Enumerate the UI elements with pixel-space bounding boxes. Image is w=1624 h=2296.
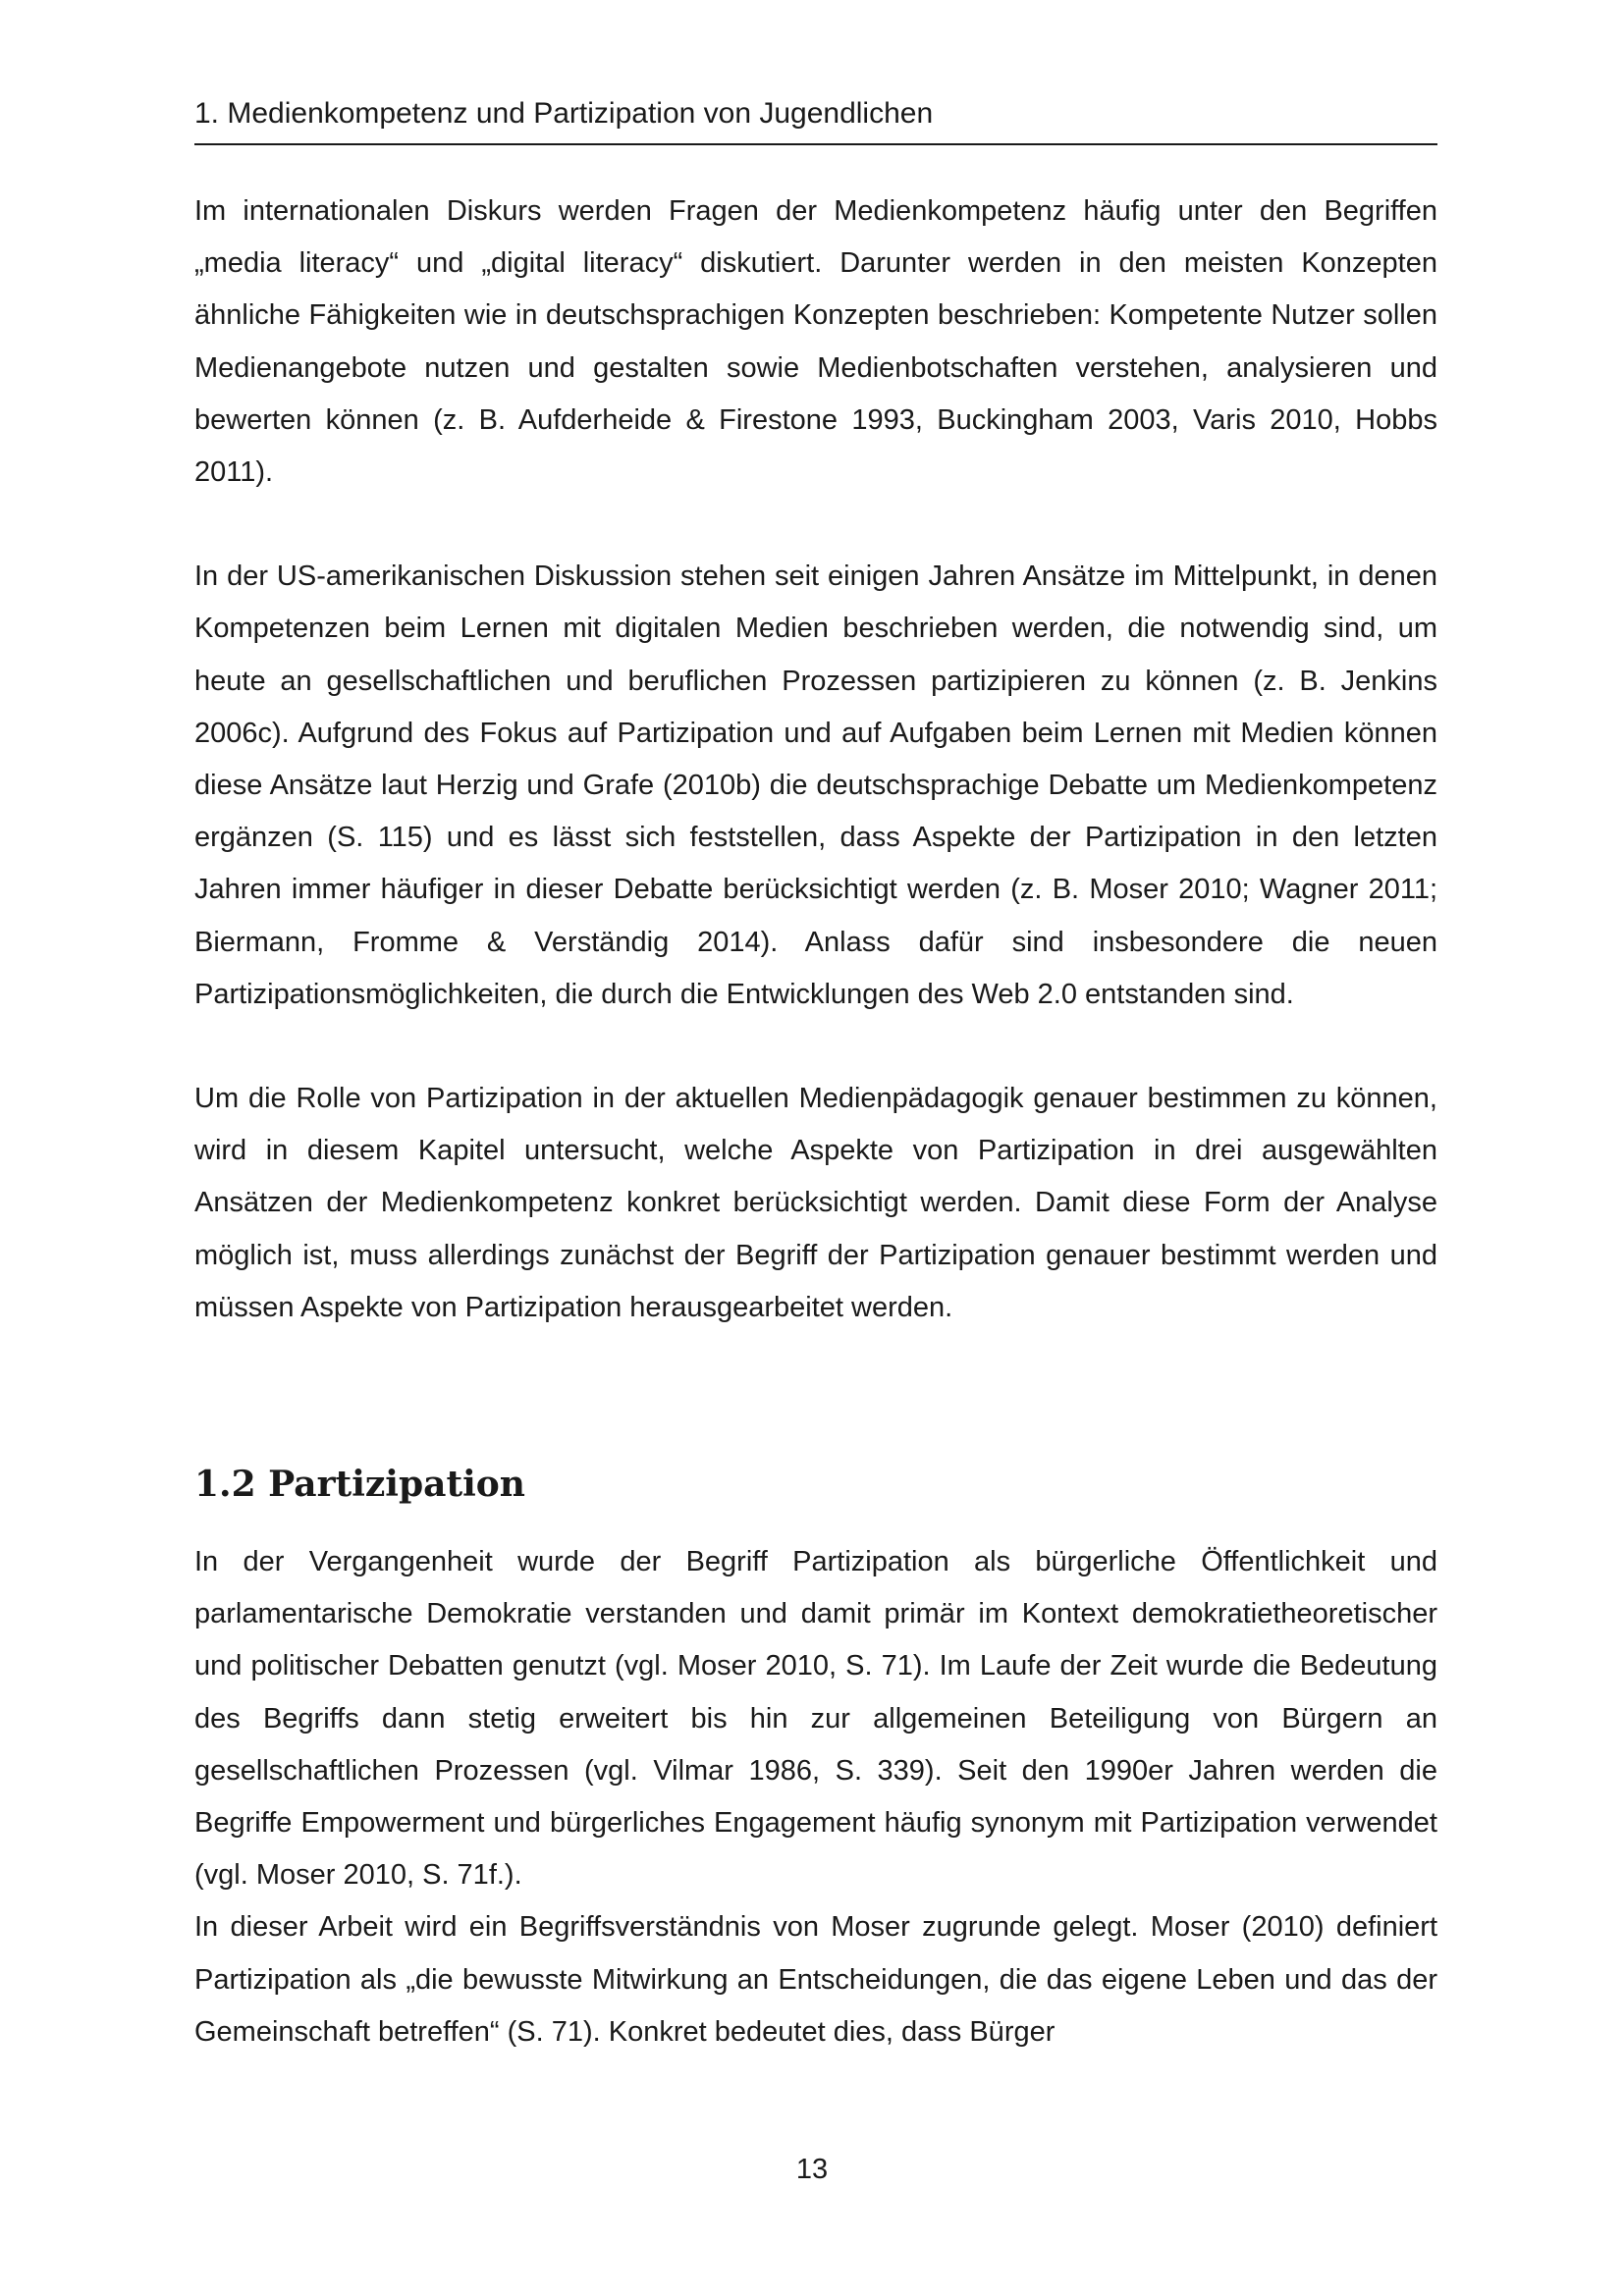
running-header: 1. Medienkompetenz und Partizipation von Jugendlichen — [194, 94, 1437, 145]
paragraph-participation-history: In der Vergangenheit wurde der Begriff Partizipation als bürgerliche Öffentlichkeit und parlamentarische Demokratie verstanden und damit primär im Kontext demokratietheoretischer und politischer Debatten genutzt (vgl. Moser 2010, S. 71). Im Laufe der Zeit wurde die Bedeutung des Begriffs dann stetig erweitert bis hin zur allgemeinen Beteiligung von Bürgern an gesellschaftlichen Prozessen (vgl. Vilmar 1986, S. 339). Seit den 1990er Jahren werden die Begriffe Empowerment und bürgerliches Engagement häufig synonym mit Partizipation verwendet (vgl. Moser 2010, S. 71f.). — [194, 1546, 1437, 1892]
page-body — [194, 186, 1437, 2058]
paragraph-chapter-aim: Um die Rolle von Partizipation in der aktuellen Medienpädagogik genauer bestimmen zu können, wird in diesem Kapitel untersucht, welche Aspekte von Partizipation in drei ausgewählten Ansätzen der Medienkompetenz konkret berücksichtigt werden. Damit diese Form der Analyse möglich ist, muss allerdings zunächst der Begriff der Partizipation genauer bestimmt werden und müssen Aspekte von Partizipation herausgearbeitet werden. — [194, 1083, 1437, 1323]
paragraph-participation-definition: In dieser Arbeit wird ein Begriffsverständnis von Moser zugrunde gelegt. Moser (2010) definiert Partizipation als „die bewusste Mitwirkung an Entscheidungen, die das eigene Leben und das der Gemeinschaft betreffen“ (S. 71). Konkret bedeutet dies, dass Bürger — [194, 1911, 1437, 2048]
section-heading: 1.2 Partizipation — [194, 1464, 525, 1506]
paragraph-media-literacy: Im internationalen Diskurs werden Fragen der Medienkompetenz häufig unter den Begriffen „media literacy“ und „digital literacy“ diskutiert. Darunter werden in den meisten Konzepten ähnliche Fähigkeiten wie in deutschsprachigen Konzepten beschrieben: Kompetente Nutzer sollen Medienangebote nutzen und gestalten sowie Medienbotschaften verstehen, analysieren und bewerten können (z. B. Aufderheide & Firestone 1993, Buckingham 2003, Varis 2010, Hobbs 2011). — [194, 195, 1437, 489]
paragraph-us-discussion: In der US-amerikanischen Diskussion stehen seit einigen Jahren Ansätze im Mittelpunkt, in denen Kompetenzen beim Lernen mit digitalen Medien beschrieben werden, die notwendig sind, um heute an gesellschaftlichen und beruflichen Prozessen partizipieren zu können (z. B. Jenkins 2006c). Aufgrund des Fokus auf Partizipation und auf Aufgaben beim Lernen mit Medien können diese Ansätze laut Herzig und Grafe (2010b) die deutschsprachige Debatte um Medienkompetenz ergänzen (S. 115) und es lässt sich feststellen, dass Aspekte der Partizipation in den letzten Jahren immer häufiger in dieser Debatte berücksichtigt werden (z. B. Moser 2010; Wagner 2011; Biermann, Fromme & Verständig 2014). Anlass dafür sind insbesondere die neuen Partizipationsmöglichkeiten, die durch die Entwicklungen des Web 2.0 entstanden sind. — [194, 561, 1437, 1010]
page-number: 13 — [795, 2154, 829, 2185]
